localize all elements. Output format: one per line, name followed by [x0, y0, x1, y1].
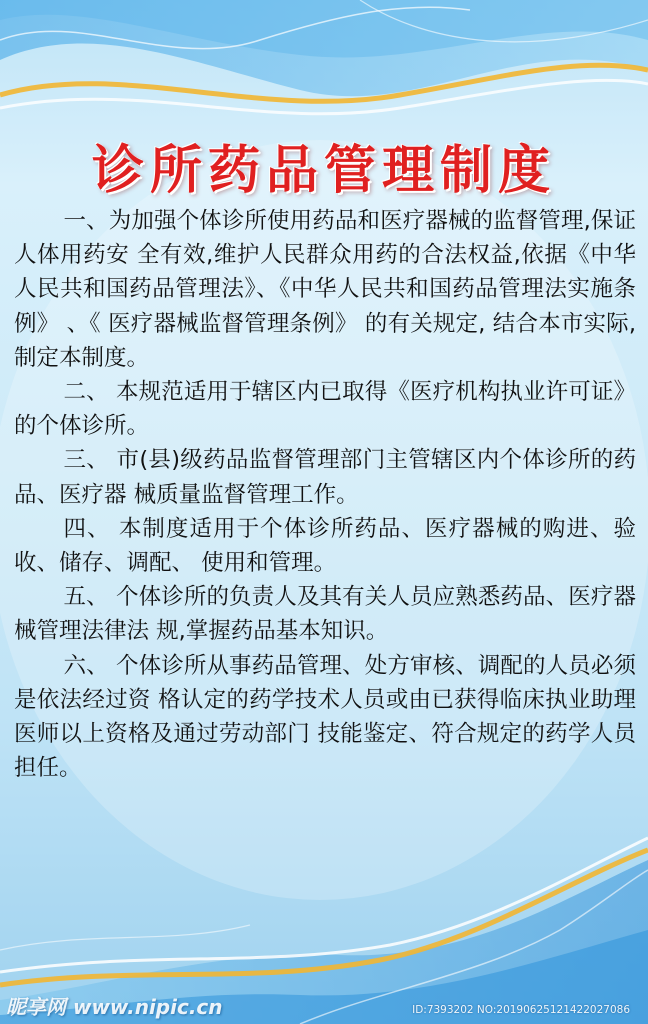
- page-title: 诊所药品管理制度: [91, 140, 556, 201]
- image-id-watermark: ID:7393202 NO:20190625121422027086: [412, 1004, 630, 1016]
- paragraph-4: 四、 本制度适用于个体诊所药品、医疗器械的购进、验收、储存、调配、 使用和管理。: [14, 515, 636, 577]
- site-watermark: 昵享网 www.nipic.cn: [6, 995, 223, 1019]
- paragraph-2: 二、 本规范适用于辖区内已取得《医疗机构执业许可证》的个体诊所。: [14, 379, 636, 440]
- paragraph-1: 一、为加强个体诊所使用药品和医疗器械的监督管理,保证人体用药安 全有效,维护人民群众用药的合法权益,依据《中华人民共和国药品管理法》、《中华人民共和国药品管理法实施条例》 、《 医疗器械监督管理条例》 的有关规定, 结合本市实际,制定本制度。: [14, 208, 636, 371]
- regulation-body: [14, 204, 636, 785]
- paragraph-5: 五、 个体诊所的负责人及其有关人员应熟悉药品、医疗器械管理法律法 规,掌握药品基本知识。: [14, 584, 636, 645]
- paragraph-3: 三、 市(县)级药品监督管理部门主管辖区内个体诊所的药品、医疗器 械质量监督管理工作。: [14, 447, 636, 508]
- paragraph-6: 六、 个体诊所从事药品管理、处方审核、调配的人员必须是依法经过资 格认定的药学技术人员或由已获得临床执业助理医师以上资格及通过劳动部门 技能鉴定、符合规定的药学人员担任。: [14, 652, 636, 782]
